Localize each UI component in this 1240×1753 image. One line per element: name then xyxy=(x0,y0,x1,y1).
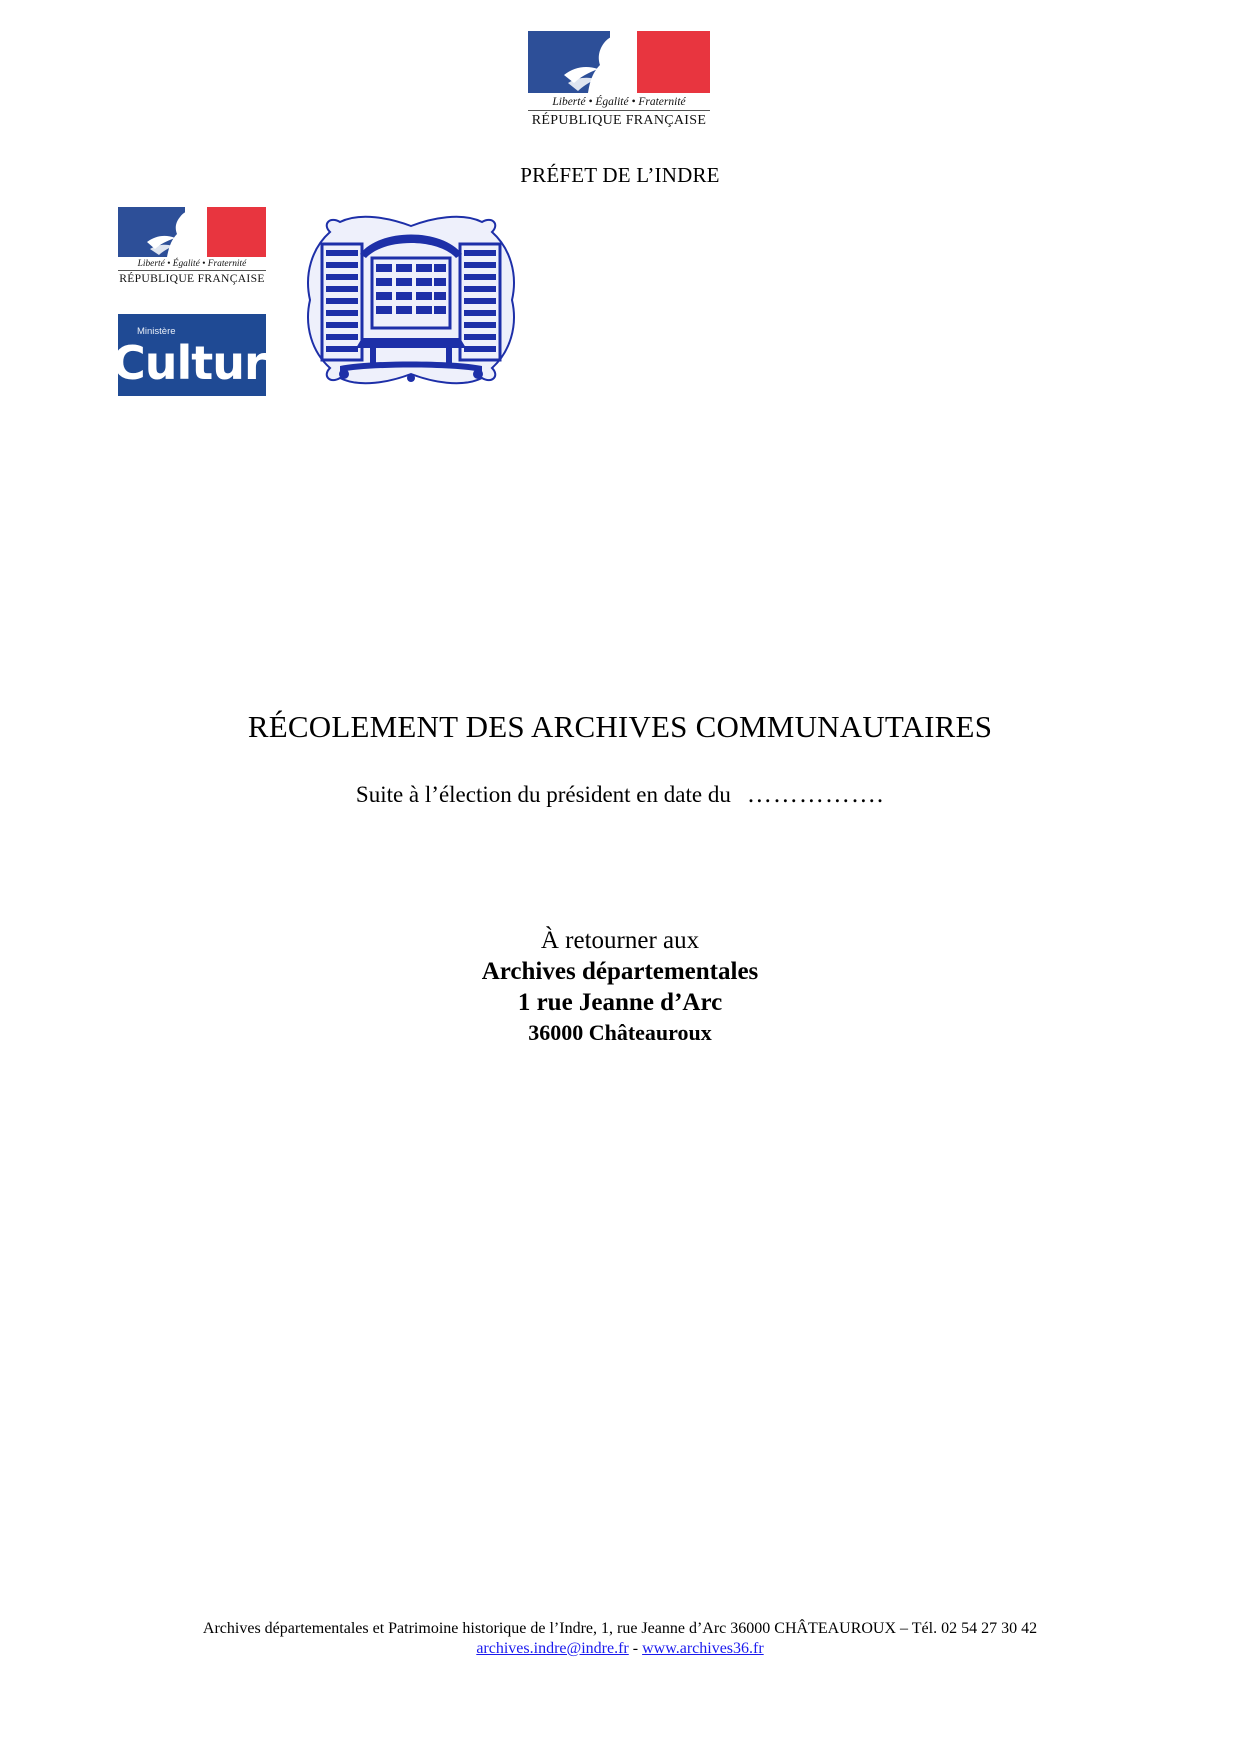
footer-email-link[interactable]: archives.indre@indre.fr xyxy=(476,1640,629,1657)
election-date-placeholder: ……………. xyxy=(746,781,885,808)
marianne-divider xyxy=(528,110,710,111)
document-title: RÉCOLEMENT DES ARCHIVES COMMUNAUTAIRES xyxy=(247,709,993,744)
footer-separator: - xyxy=(632,1640,639,1657)
footer-contact-line xyxy=(0,1639,1240,1659)
return-organization: Archives départementales xyxy=(481,958,759,985)
marianne-republic-label: RÉPUBLIQUE FRANÇAISE xyxy=(531,113,707,128)
marianne-motto: Liberté • Égalité • Fraternité xyxy=(137,259,247,269)
marianne-logo-top xyxy=(528,31,710,129)
page-footer xyxy=(0,1619,1240,1659)
ministere-culture-logo xyxy=(112,314,296,396)
marianne-flag-icon xyxy=(528,31,710,93)
culture-logo-name: Culture xyxy=(112,336,296,390)
footer-address: Archives départementales et Patrimoine historique de l’Indre, 1, rue Jeanne d’Arc 36000 CHÂTEAUROUX – Tél. 02 54 27 30 42 xyxy=(202,1620,1038,1637)
return-intro: À retourner aux xyxy=(540,927,700,954)
election-date-line xyxy=(0,781,1240,809)
marianne-republic-label: RÉPUBLIQUE FRANÇAISE xyxy=(119,272,265,285)
marianne-divider xyxy=(118,270,266,271)
footer-website-link[interactable]: www.archives36.fr xyxy=(642,1640,764,1657)
return-city: 36000 Châteauroux xyxy=(528,1020,712,1045)
marianne-logo-left xyxy=(118,207,266,285)
prefet-heading: PRÉFET DE L’INDRE xyxy=(520,163,720,187)
archives-library-emblem-icon xyxy=(300,214,522,386)
culture-logo-ministere: Ministère xyxy=(137,326,176,337)
return-street: 1 rue Jeanne d’Arc xyxy=(517,989,723,1016)
marianne-flag-icon xyxy=(118,207,266,257)
election-subtitle: Suite à l’élection du président en date du xyxy=(355,782,731,807)
marianne-motto: Liberté • Égalité • Fraternité xyxy=(552,96,686,108)
return-address-block xyxy=(0,925,1240,1047)
